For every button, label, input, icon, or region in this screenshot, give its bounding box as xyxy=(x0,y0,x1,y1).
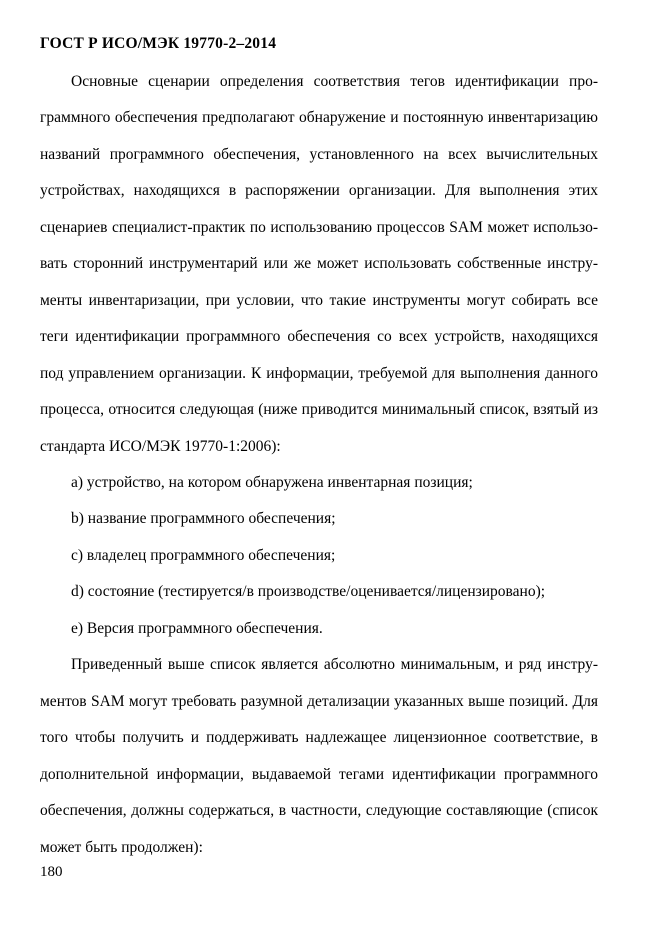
paragraph-line: менты инвентаризации, при условии, что такие инструменты могут собирать все xyxy=(40,291,598,309)
paragraph-line: может быть продолжен): xyxy=(40,838,203,856)
paragraph-line: ментов SAM могут требовать разумной детализации указанных выше позиций. Для xyxy=(40,692,598,710)
paragraph-line: под управлением организации. К информации, требуемой для выполнения данного xyxy=(40,364,598,382)
list-item: e) Версия программного обеспечения. xyxy=(71,619,323,637)
list-item: d) состояние (тестируется/в производстве/оценивается/лицензировано); xyxy=(71,583,546,601)
paragraph-line: Основные сценарии определения соответствия тегов идентификации про- xyxy=(71,73,598,90)
paragraph-1 xyxy=(40,64,598,465)
paragraph-line: граммного обеспечения предполагают обнаружение и постоянную инвентаризацию xyxy=(40,109,598,127)
paragraph-line: теги идентификации программного обеспечения со всех устройств, находящихся xyxy=(40,328,598,346)
paragraph-line: дополнительной информации, выдаваемой тегами идентификации программного xyxy=(40,765,598,783)
list-item: b) название программного обеспечения; xyxy=(71,510,336,528)
paragraph-line: названий программного обеспечения, установленного на всех вычислительных xyxy=(40,145,598,163)
inventory-info-list xyxy=(40,465,598,647)
paragraph-line: процесса, относится следующая (ниже приводится минимальный список, взятый из xyxy=(40,401,598,419)
paragraph-line: стандарта ИСО/МЭК 19770-1:2006): xyxy=(40,437,281,455)
list-item: c) владелец программного обеспечения; xyxy=(71,546,336,564)
page-number: 180 xyxy=(40,864,63,880)
paragraph-line: сценариев специалист-практик по использованию процессов SAM может использо- xyxy=(40,218,598,236)
document-header: ГОСТ Р ИСО/МЭК 19770-2–2014 xyxy=(40,35,277,52)
list-item: a) устройство, на котором обнаружена инвентарная позиция; xyxy=(71,473,473,491)
paragraph-line: устройствах, находящихся в распоряжении организации. Для выполнения этих xyxy=(40,182,598,200)
paragraph-line: вать сторонний инструментарий или же может использовать собственные инстру- xyxy=(40,255,598,273)
paragraph-2 xyxy=(40,647,598,866)
document-content xyxy=(40,32,598,866)
paragraph-line: обеспечения, должны содержаться, в частности, следующие составляющие (список xyxy=(40,802,598,820)
paragraph-line: Приведенный выше список является абсолютно минимальным, и ряд инстру- xyxy=(71,656,598,674)
paragraph-line: того чтобы получить и поддерживать надлежащее лицензионное соответствие, в xyxy=(40,729,598,747)
